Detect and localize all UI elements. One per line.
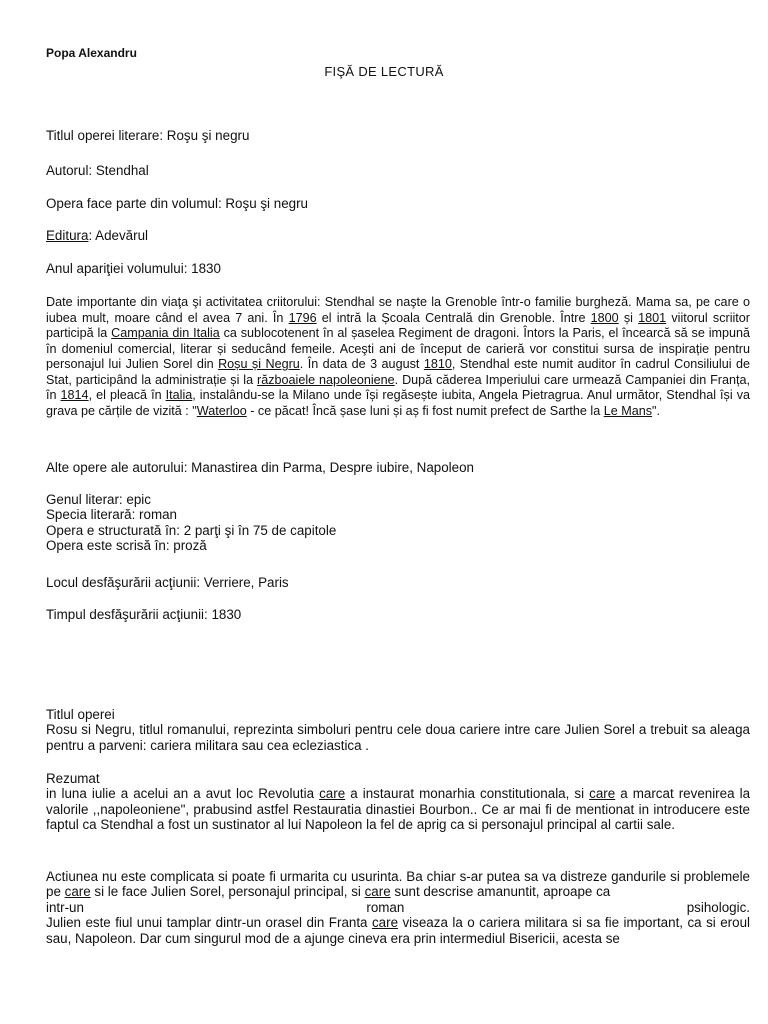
genre-line: Genul literar: epic — [46, 492, 151, 507]
summary-heading: Rezumat — [46, 771, 100, 786]
link-care[interactable]: care — [319, 786, 346, 802]
author-name: Popa Alexandru — [46, 46, 137, 60]
document-title: FIŞĂ DE LECTURĂ — [324, 64, 444, 79]
summary-block — [46, 771, 750, 833]
species-line: Specia literară: roman — [46, 507, 177, 523]
link-1796[interactable]: 1796 — [288, 310, 317, 325]
structure-line: Opera e structurată în: 2 parţi şi în 75 de capitole — [46, 522, 337, 538]
link-1810[interactable]: 1810 — [423, 357, 452, 371]
link-care[interactable]: care — [64, 884, 91, 900]
genre-block — [46, 492, 750, 554]
link-care[interactable]: care — [589, 786, 616, 802]
bio-text: Date importante din viaţa şi activitatea criitorului: Stendhal se naşte la Grenoble într-o familie burgheză. Mama sa, pe care o iubea mult, moare când el avea 7 ani. În — [46, 295, 750, 325]
field-year: Anul apariţiei volumului: 1830 — [46, 261, 221, 276]
bio-text: . În data de 3 august — [299, 357, 424, 371]
action-time: Timpul desfăşurării acţiunii: 1830 — [46, 607, 242, 622]
work-title-heading: Titlul operei — [46, 707, 115, 722]
work-title-text: Rosu si Negru, titlul romanului, reprezinta simboluri pentru cele doua cariere intre care Julien Sorel a trebuit sa aleaga pentru a parveni: cariera militara sau cea ecleziastica . — [46, 722, 750, 753]
action-text-3: Julien este fiul unui tamplar dintr-un orasel din Franta care viseaza la o cariera militara si sa fie important, ca si eroul sau, Napoleon. Dar cum singurul mod de a ajunge cineva era prin intermediul Bisericii, acesta se — [46, 915, 750, 946]
publisher-value: : Adevărul — [88, 228, 148, 243]
bio-text: el intră la Școala Centrală din Grenoble. Între — [316, 310, 591, 325]
bio-text: ". — [652, 403, 661, 418]
link-le-mans[interactable]: Le Mans — [603, 403, 653, 418]
bio-text: - ce păcat! Încă șase luni și aș fi fost numit prefect de Sarthe la — [246, 403, 604, 418]
link-italia[interactable]: Italia — [165, 388, 193, 402]
link-care[interactable]: care — [371, 915, 399, 931]
field-publisher — [46, 228, 750, 243]
bio-text: . După căderea Imperiului care urmează Campaniei din Franța, în — [46, 372, 750, 402]
bio-text: ca sublocotenent în al șaselea Regiment de dragoni. Întors la Paris, el încearcă să se impună în domeniul comercial, literar și seducând femeile. Aceşti ani de început de carieră vor constitui sursa de inspirație pentru personajul lui Julien Sorel din — [46, 326, 751, 371]
biography-paragraph — [46, 295, 750, 419]
field-volume: Opera face parte din volumul: Roşu şi negru — [46, 196, 309, 211]
work-title-block — [46, 707, 750, 753]
link-care[interactable]: care — [364, 884, 391, 900]
form-line: Opera este scrisă în: proză — [46, 538, 207, 554]
other-works: Alte opere ale autorului: Manastirea din Parma, Despre iubire, Napoleon — [46, 460, 474, 475]
action-text-1: Actiunea nu este complicata si poate fi urmarita cu usurinta. Ba chiar s-ar putea sa va distreze gandurile si problemele pe care si le face Julien Sorel, personajul principal, si care sunt descrise amanuntit, aproape ca — [46, 869, 750, 900]
publisher-label: Editura — [46, 228, 89, 243]
link-1801[interactable]: 1801 — [638, 310, 667, 325]
action-text-2: intr-un roman psihologic. — [46, 899, 750, 915]
summary-text: in luna iulie a acelui an a avut loc Revolutia care a instaurat monarhia constitutionala, si care a marcat revenirea la valorile ,,napoleoniene", prabusind astfel Restauratia dinastiei Bourbon.. Ce ar mai fi de mentionat in introducere este faptul ca Stendhal a fost un sustinator al lui Napoleon la fel de aprig ca si personajul principal al cartii sale. — [46, 786, 751, 833]
link-1800[interactable]: 1800 — [590, 310, 619, 325]
field-title: Titlul operei literare: Roşu şi negru — [46, 128, 250, 143]
link-waterloo[interactable]: Waterloo — [196, 403, 247, 418]
action-place: Locul desfăşurării acţiunii: Verriere, Paris — [46, 575, 289, 590]
link-razboaie-napoleoniene[interactable]: războaiele napoleoniene — [257, 372, 395, 387]
action-paragraph — [46, 869, 750, 946]
bio-text: , Stendhal este numit auditor în cadrul Consiliului de Stat, participând la administrație și la — [46, 357, 750, 387]
link-1814[interactable]: 1814 — [60, 388, 89, 402]
link-campania-italia[interactable]: Campania din Italia — [111, 326, 220, 340]
field-author: Autorul: Stendhal — [46, 163, 149, 178]
bio-text: , el pleacă în — [88, 388, 166, 402]
bio-text: viitorul scriitor participă la — [46, 310, 750, 340]
bio-text: și — [618, 310, 639, 325]
link-rosu-si-negru[interactable]: Roșu și Negru — [218, 357, 300, 371]
bio-text: , instalându-se la Milano unde își regăsește iubita, Angela Pietragrua. Anul următor, Stendhal își va grava pe cărțile de vizită : " — [46, 388, 750, 418]
